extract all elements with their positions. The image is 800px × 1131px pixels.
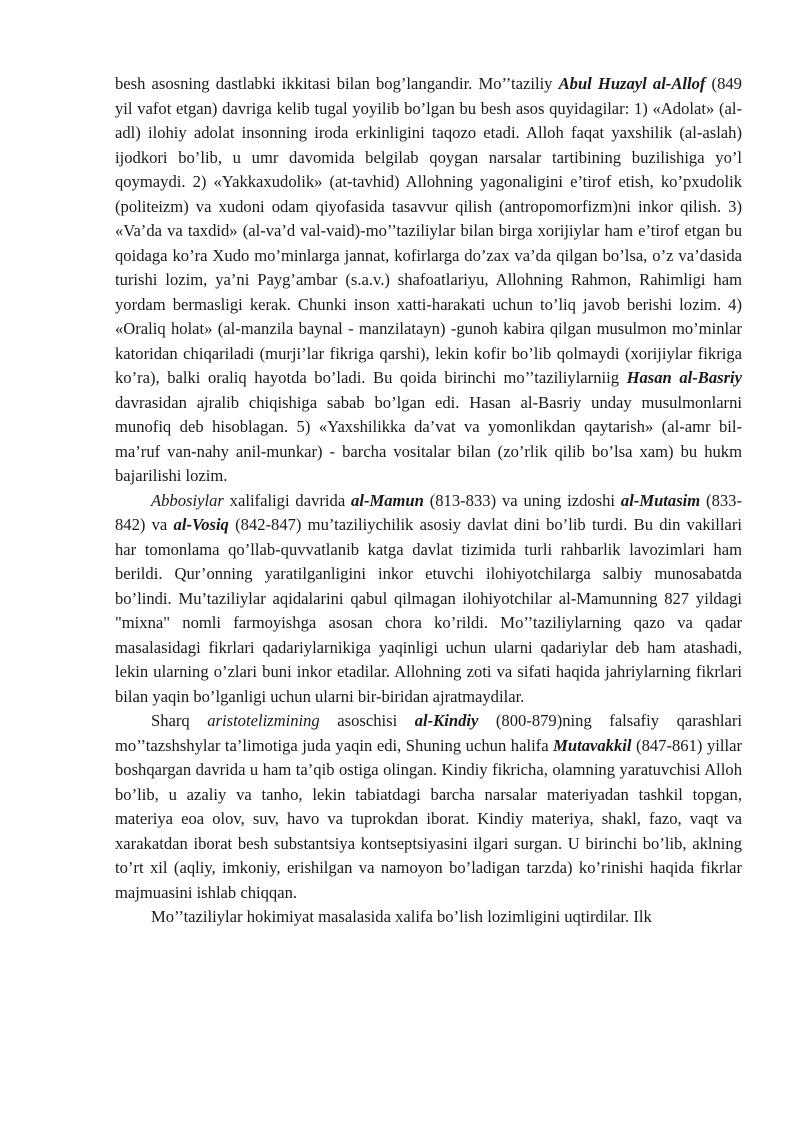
- name-hasan-al-basriy: Hasan al-Basriy: [626, 368, 743, 387]
- paragraph-abbasids: [115, 489, 742, 710]
- text-run: davrasidan ajralib chiqishiga sabab bo’lgan edi. Hasan al-Basriy unday musulmonlarni munofiq deb hisoblagan. 5) «Yaxshilikka da’vat va yomonlikdan qaytarish» (al-amr bil-ma’ruf van-nahy anil-munkar) - barcha vositalar bilan (zo’rlik qilib bo’lsa xam) bu hukm bajarilishi lozim.: [115, 392, 742, 485]
- paragraph-five-principles: [115, 72, 742, 489]
- text-run: (842-847) mu’taziliychilik asosiy davlat dini bo’lib turdi. Bu din vakillari har tomonlama qo’llab-quvvatlanib katga davlat tizimida turli rahbarlik lavozimlari ham berildi. Qur’onning yaratilganligini inkor etuvchi ilohiyotchilarga salbiy munosabatda bo’lindi. Mu’taziliylar aqidalarini qabul qilmagan ilohiyotchilar al-Mamunning 827 yildagi "mixna" nomli farmoyishga asosan chora ko’rildi. Mo’’taziliylarning qazo va qadar masalasidagi fikrlari qadariylarnikiga yaqinligi uchun ularni qadariylar deb ham atashadi, lekin ularning o’zlari buni inkor etadilar. Allohning zoti va sifati haqida jahriylarning fikrlari bilan yaqin bo’lganligi uchun ularni bir-biridan ajratmaydilar.: [115, 515, 742, 706]
- name-al-mamun: al-Mamun: [351, 490, 424, 510]
- name-al-mutasim: al-Mutasim: [620, 490, 701, 510]
- name-al-kindiy: al-Kindiy: [414, 711, 479, 730]
- paragraph-authority: [115, 905, 742, 930]
- text-run: Mo’’taziliylar hokimiyat masalasida xalifa bo’lish lozimligini uqtirdilar. Ilk: [151, 907, 652, 926]
- text-run: Sharq: [151, 711, 208, 730]
- text-run: asoschisi: [319, 711, 415, 730]
- name-mutavakkil: Mutavakkil: [553, 735, 632, 755]
- text-run: (800-879)ning falsafiy qarashlari mo’’tazshshylar ta’limotiga juda yaqin edi, Shuning uchun halifa: [115, 711, 742, 755]
- paragraph-al-kindiy: [115, 709, 742, 905]
- name-al-vosiq: al-Vosiq: [173, 515, 229, 534]
- text-run: (833-842) va: [115, 490, 742, 534]
- term-abbosiylar: Abbosiylar: [151, 490, 224, 510]
- document-page: [115, 72, 742, 930]
- text-run: (849 yil vafot etgan) davriga kelib tugal yoyilib bo’lgan bu besh asos quyidagilar: 1) «Adolat» (al-adl) ilohiy adolat insonning iroda erkinligini taqozo etadi. Alloh faqat yaxshilik (al-aslah) ijodkori bo’lib, u umr davomida belgilab qoygan narsalar tartibining buzilishiga yo’l qoymaydi. 2) «Yakkaxudolik» (at-tavhid) Allohning yagonaligini e’tirof etish, ko’pxudolik (politeizm) va xudoni odam qiyofasida tasavvur qilish (antropomorfizm)ni inkor qilish. 3) «Va’da va taxdid» (al-va’d val-vaid)-mo’’taziliylar bilan birga xorijiylar ham e’tirof etgan bu qoidaga ko’ra Xudo mo’minlarga jannat, kofirlarga do’zax va’da qilgan bo’lsa, o’z va’dasida turishi lozim, ya’ni Payg’ambar (s.a.v.) shafoatlariyu, Allohning Rahmon, Rahimligi ham yordam bermasligi kerak. Chunki inson xatti-harakati uchun to’liq javob berishi lozim. 4) «Oraliq holat» (al-manzila baynal - manzilatayn) -gunoh kabira qilgan musulmon mo’minlar katoridan chiqariladi (murji’lar fikriga qarshi), lekin kofir bo’lib qolmaydi (xorijiylar fikriga ko’ra), balki oraliq hayotda bo’ladi. Bu qoida birinchi mo’’taziliylarniig: [115, 74, 742, 387]
- text-run: (847-861) yillar boshqargan davrida u ham ta’qib ostiga olingan. Kindiy fikricha, olamning yaratuvchisi Alloh bo’lib, u azaliy va tanho, lekin tabiatdagi barcha narsalar materiyadan tashkil topgan, materiya eoa olov, suv, havo va tuprokdan iborat. Kindiy materiya, shakl, fazo, vaqt va xarakatdan iborat besh substantsiya kontseptsiyasini ilgari surgan. U birinchi bo’lib, aklning to’rt xil (aqliy, imkoniy, erishilgan va namoyon bo’ladigan tarzda) ko’rinishi haqida fikrlar majmuasini ishlab chiqqan.: [115, 735, 742, 902]
- name-abul-huzayl: Abul Huzayl al-Allof: [558, 74, 706, 93]
- text-run: xalifaligi davrida: [223, 490, 352, 510]
- text-run: (813-833) va uning izdoshi: [423, 490, 621, 510]
- text-run: besh asosning dastlabki ikkitasi bilan bog’langandir. Mo’’taziliy: [115, 74, 559, 93]
- term-aristotelizm: aristotelizmining: [207, 711, 320, 730]
